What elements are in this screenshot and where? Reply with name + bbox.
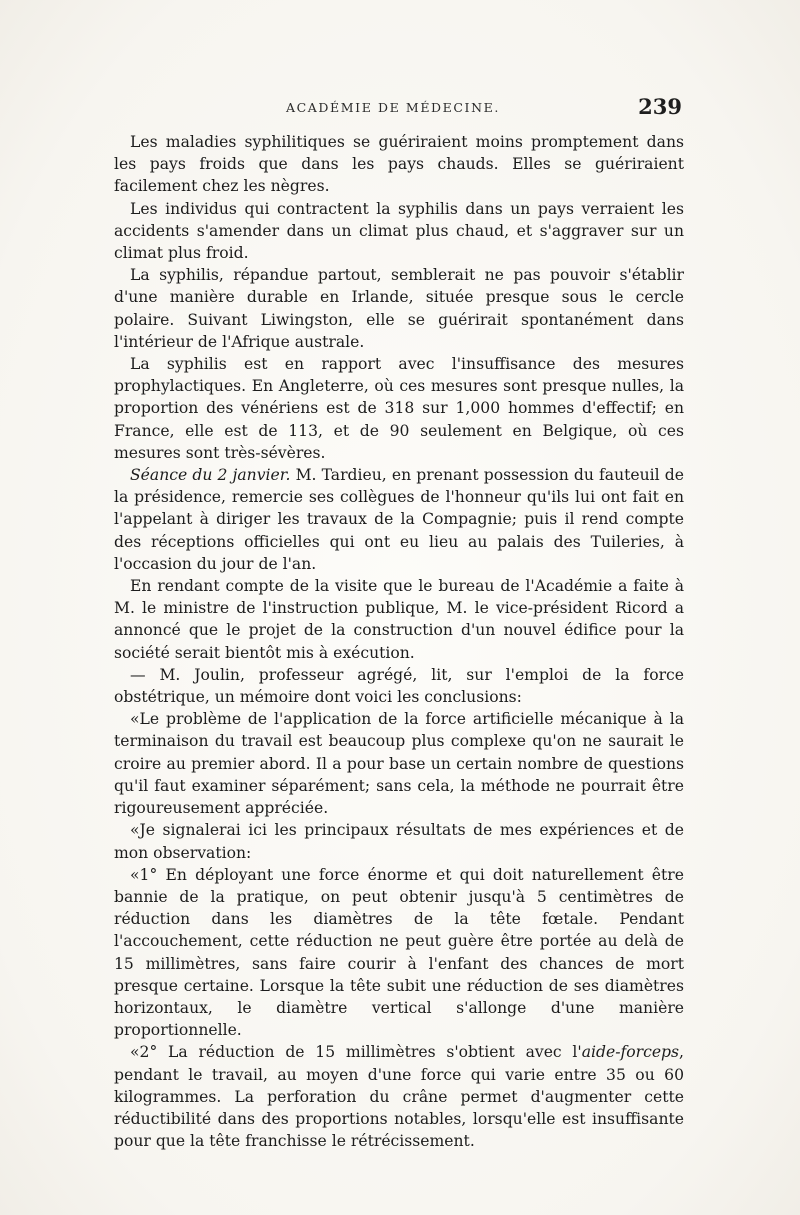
paragraph-11-text: «2° La réduction de 15 millimètres s'obtient avec l' [130,1043,582,1062]
aide-forceps-term: aide-forceps [581,1043,680,1062]
paragraph-11-tail: , pendant le travail, au moyen d'une force qui varie entre 35 ou 60 kilogrammes. La perforation du crâne permet d'augmenter cette réductibilité dans des proportions notables, lorsqu'elle est insuffisante pour que la tête franchisse le rétrécissement. [114,1043,684,1151]
paragraph-4: La syphilis est en rapport avec l'insuffisance des mesures prophylactiques. En Angleterre, où ces mesures sont presque nulles, la proportion des vénériens est de 318 sur 1,000 hommes d'effectif; en France, elle est de 113, et de 90 seulement en Belgique, où ces mesures sont très-sévères. [114,355,684,462]
page-number: 239 [638,94,682,119]
paragraph-3: La syphilis, répandue partout, semblerait ne pas pouvoir s'établir d'une manière durable en Irlande, située presque sous le cercle polaire. Suivant Liwingston, elle se guérirait spontanément dans l'intérieur de l'Afrique australe. [114,266,684,351]
paragraph-10: «1° En déployant une force énorme et qui doit naturellement être bannie de la pratique, on peut obtenir jusqu'à 5 centimètres de réduction dans les diamètres de la tête fœtale. Pendant l'accouchement, cette réduction ne peut guère être portée au delà de 15 millimètres, sans faire courir à l'enfant des chances de mort presque certaine. Lorsque la tête subit une réduction de ses diamètres horizontaux, le diamètre vertical s'allonge d'une manière proportionnelle. [114,865,684,1040]
session-date-lead: Séance du 2 janvier. [130,466,291,485]
paragraph-1: Les maladies syphilitiques se guériraient moins promptement dans les pays froids que dans les pays chauds. Elles se guériraient facilement chez les nègres. [114,133,684,196]
page-header [110,94,682,128]
running-head: ACADÉMIE DE MÉDECINE. [286,100,500,115]
body-text [114,131,684,1152]
paragraph-9: «Je signalerai ici les principaux résultats de mes expériences et de mon observation: [114,821,684,862]
paragraph-5 [114,464,684,575]
paragraph-8: «Le problème de l'application de la force artificielle mécanique à la terminaison du travail est beaucoup plus complexe qu'on ne saurait le croire au premier abord. Il a pour base un certain nombre de questions qu'il faut examiner séparément; sans cela, la méthode ne pourrait être rigoureusement appréciée. [114,710,684,818]
paragraph-6: En rendant compte de la visite que le bureau de l'Académie a faite à M. le ministre de l'instruction publique, M. le vice-président Ricord a annoncé que le projet de la construction d'un nouvel édifice pour la société serait bientôt mis à exécution. [114,577,684,662]
paragraph-2: Les individus qui contractent la syphilis dans un pays verraient les accidents s'amender dans un climat plus chaud, et s'aggraver sur un climat plus froid. [114,199,684,263]
paragraph-5-text: M. Tardieu, en prenant possession du fauteuil de la présidence, remercie ses collègues de l'honneur qu'ils lui ont fait en l'appelant à diriger les travaux de la Compagnie; puis il rend compte des réceptions officielles qui ont eu lieu au palais des Tuileries, à l'occasion du jour de l'an. [114,466,684,573]
paragraph-11 [114,1041,684,1152]
paragraph-7: — M. Joulin, professeur agrégé, lit, sur l'emploi de la force obstétrique, un mémoire dont voici les conclusions: [114,665,684,707]
